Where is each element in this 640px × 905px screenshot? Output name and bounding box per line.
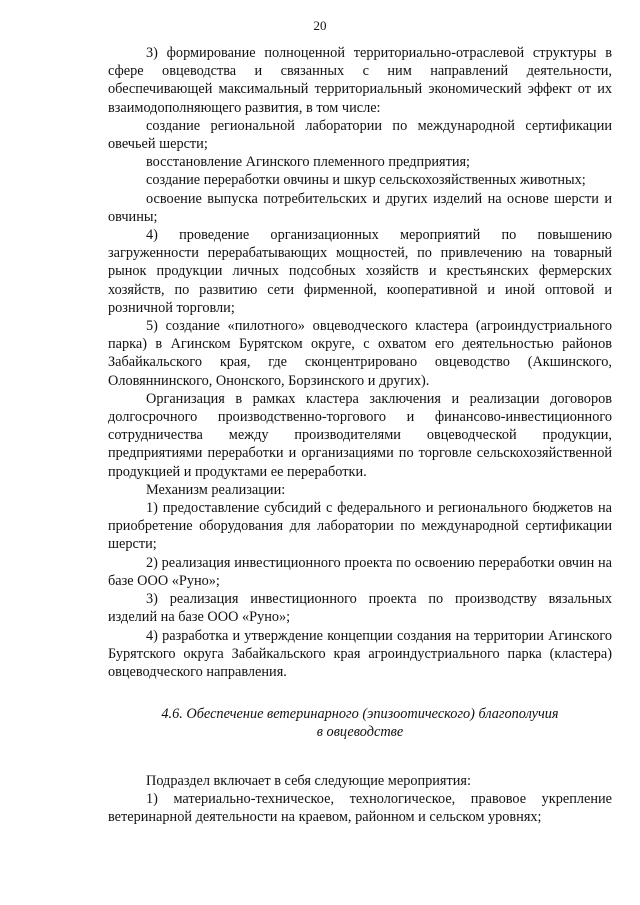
paragraph-vet-item-1: 1) материально-техническое, технологическое, правовое укрепление ветеринарной деятельности на краевом, районном и сельском уровнях; xyxy=(108,790,612,825)
paragraph-subsection-intro: Подраздел включает в себя следующие мероприятия: xyxy=(146,772,471,789)
paragraph-lab-certification: создание региональной лаборатории по международной сертификации овечьей шерсти; xyxy=(108,117,612,153)
paragraph-mechanism-heading: Механизм реализации: xyxy=(146,481,286,498)
paragraph-item-4: 4) проведение организационных мероприятий по повышению загруженности перерабатывающих мощностей, по привлечению на товарный рынок продукции личных подсобных хозяйств и крестьянских фермерских хозяйств, по развитию сети фирменной, кооперативной и иной оптовой и розничной торговли; xyxy=(108,227,612,316)
document-body xyxy=(108,44,612,826)
paragraph-item-5: 5) создание «пилотного» овцеводческого кластера (агроиндустриального парка) в Агинском Бурятском округе, с охватом его деятельностью районов Забайкальского края, где сконцентрировано овцеводство (Акшинского, Оловяннинского, Ононского, Борзинского и других). xyxy=(108,318,612,389)
paragraph-consumer-goods: освоение выпуска потребительских и других изделий на основе шерсти и овчины; xyxy=(108,190,612,225)
paragraph-mechanism-3: 3) реализация инвестиционного проекта по производству вязальных изделий на базе ООО «Руно»; xyxy=(108,591,612,626)
paragraph-sheepskin-processing: создание переработки овчины и шкур сельскохозяйственных животных; xyxy=(146,172,586,189)
paragraph-item-3: 3) формирование полноценной территориально-отраслевой структуры в сфере овцеводства и связанных с ним направлений деятельности, обеспечивающей максимальный территориальный экономический эффект от их взаимодополняющего развития, в том числе: xyxy=(108,45,612,116)
paragraph-cluster-organization: Организация в рамках кластера заключения и реализации договоров долгосрочного производственно-торгового и финансово-инвестиционного сотрудничества между производителями овцеводческой продукции, предприятиями переработки и организациями по торговле сельскохозяйственной продукцией и продуктами ее переработки. xyxy=(108,390,612,480)
paragraph-mechanism-2: 2) реализация инвестиционного проекта по освоению переработки овчин на базе ООО «Руно»; xyxy=(108,554,612,589)
section-title xyxy=(108,705,612,741)
section-title-line-1: 4.6. Обеспечение ветеринарного (эпизоотического) благополучия xyxy=(161,706,559,723)
page-number: 20 xyxy=(313,18,327,33)
paragraph-mechanism-4: 4) разработка и утверждение концепции создания на территории Агинского Бурятского округа Забайкальского края агроиндустриального парка (кластера) овцеводческого направления. xyxy=(108,627,612,680)
paragraph-mechanism-1: 1) предоставление субсидий с федерального и регионального бюджетов на приобретение оборудования для лаборатории по международной сертификации шерсти; xyxy=(108,500,612,553)
paragraph-breeding-enterprise: восстановление Агинского племенного предприятия; xyxy=(146,154,471,171)
section-title-line-2: в овцеводстве xyxy=(316,724,404,741)
